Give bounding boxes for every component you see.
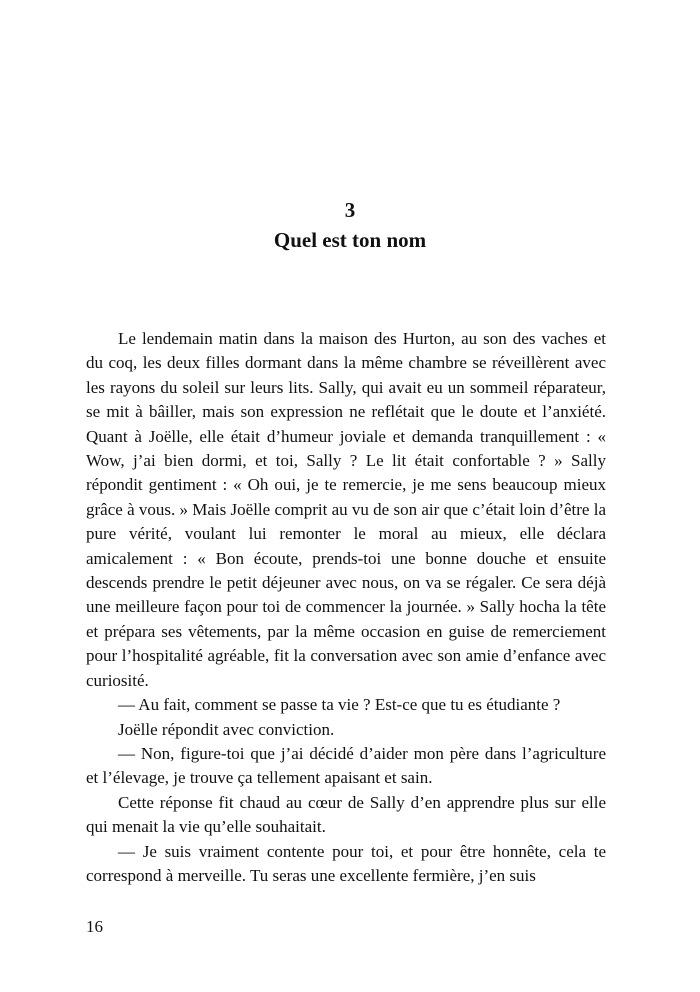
chapter-body: [86, 327, 606, 888]
chapter-title: Quel est ton nom: [273, 228, 427, 252]
page-number: 16: [86, 917, 103, 936]
paragraph: Cette réponse fit chaud au cœur de Sally d’en apprendre plus sur elle qui menait la vie qu’elle souhaitait.: [86, 792, 606, 837]
chapter-number: 3: [344, 198, 356, 222]
paragraph: — Au fait, comment se passe ta vie ? Est-ce que tu es étudiante ?: [118, 695, 561, 715]
paragraph: Le lendemain matin dans la maison des Hurton, au son des vaches et du coq, les deux filles dormant dans la même chambre se réveillèrent avec les rayons du soleil sur leurs lits. Sally, qui avait eu un sommeil réparateur, se mit à bâiller, mais son expression ne reflétait que le doute et l’anxiété. Quant à Joëlle, elle était d’humeur joviale et demanda tranquillement : « Wow, j’ai bien dormi, et toi, Sally ? Le lit était confortable ? » Sally répondit gentiment : « Oh oui, je te remercie, je me sens beaucoup mieux grâce à vous. » Mais Joëlle comprit au vu de son air que c’était loin d’être la pure vérité, voulant lui remonter le moral au mieux, elle déclara amicalement : « Bon écoute, prends-toi une bonne douche et ensuite descends prendre le petit déjeuner avec nous, on va se régaler. Ce sera déjà une meilleure façon pour toi de commencer la journée. » Sally hocha la tête et prépara ses vêtements, par la même occasion en guise de remerciement pour l’hospitalité agréable, fit la conversation avec son amie d’enfance avec curiosité.: [86, 329, 606, 690]
paragraph: — Non, figure-toi que j’ai décidé d’aider mon père dans l’agriculture et l’élevage, je trouve ça tellement apaisant et sain.: [86, 743, 606, 788]
paragraph: — Je suis vraiment contente pour toi, et pour être honnête, cela te correspond à merveille. Tu seras une excellente fermière, j’en suis: [86, 841, 606, 885]
paragraph: Joëlle répondit avec conviction.: [118, 719, 335, 739]
